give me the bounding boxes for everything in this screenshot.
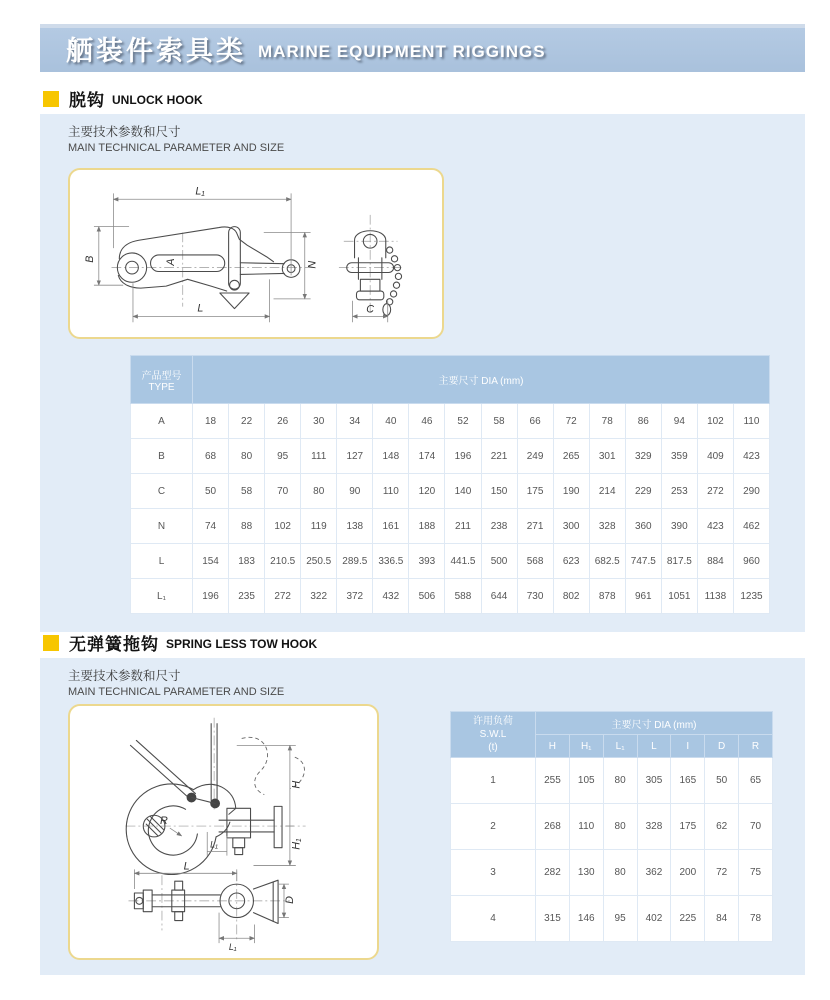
dim-value-cell: 372 [337, 579, 373, 614]
dim-value-cell: 26 [265, 404, 301, 439]
banner-title-zh: 舾装件索具类 [66, 35, 246, 66]
row-label: N [131, 509, 193, 544]
dim-value-cell: 884 [697, 544, 733, 579]
unlock-hook-table-wrap [130, 355, 770, 614]
dim-value-cell: 362 [637, 850, 671, 896]
dim-value-cell: 18 [193, 404, 229, 439]
dim-value-cell: 390 [661, 509, 697, 544]
dim-value-cell: 441.5 [445, 544, 481, 579]
dim-value-cell: 623 [553, 544, 589, 579]
col-header: D [705, 735, 739, 758]
tow-hook-drawing [68, 704, 379, 960]
section-title-en: UNLOCK HOOK [112, 93, 203, 107]
dim-value-cell: 644 [481, 579, 517, 614]
dim-value-cell: 62 [705, 804, 739, 850]
dim-value-cell: 229 [625, 474, 661, 509]
banner-title-en: MARINE EQUIPMENT RIGGINGS [258, 42, 546, 61]
table-row [131, 404, 770, 439]
dim-value-cell: 102 [265, 509, 301, 544]
section-title-zh: 脱钩 [69, 91, 105, 110]
dia-span-header: 主要尺寸 DIA (mm) [193, 356, 770, 404]
table-row [451, 804, 773, 850]
row-label: 4 [451, 896, 536, 942]
tow-hook-svg [70, 706, 373, 954]
dim-value-cell: 80 [603, 804, 637, 850]
dim-value-cell: 432 [373, 579, 409, 614]
dim-value-cell: 120 [409, 474, 445, 509]
dim-value-cell: 423 [733, 439, 769, 474]
dim-value-cell: 78 [739, 896, 773, 942]
dim-value-cell: 196 [193, 579, 229, 614]
unlock-hook-drawing [68, 168, 444, 339]
corner-en: TYPE [148, 381, 175, 393]
unlock-hook-panel [40, 114, 805, 632]
dim-value-cell: 183 [229, 544, 265, 579]
dim-value-cell: 255 [536, 758, 570, 804]
swl-header-line: (t) [488, 742, 498, 753]
dim-value-cell: 329 [625, 439, 661, 474]
dim-value-cell: 336.5 [373, 544, 409, 579]
dim-value-cell: 110 [373, 474, 409, 509]
unlock-hook-table-body [131, 404, 770, 614]
col-header: L₁ [603, 735, 637, 758]
dim-value-cell: 70 [265, 474, 301, 509]
dim-value-cell: 238 [481, 509, 517, 544]
dim-value-cell: 682.5 [589, 544, 625, 579]
dim-value-cell: 393 [409, 544, 445, 579]
table-row [131, 474, 770, 509]
section-heading-tow-hook [43, 630, 317, 655]
dim-value-cell: 188 [409, 509, 445, 544]
dim-label-h: H [290, 780, 303, 789]
dim-value-cell: 95 [603, 896, 637, 942]
parameter-caption [68, 668, 284, 700]
parameter-caption-zh: 主要技术参数和尺寸 [68, 125, 181, 139]
dim-value-cell: 105 [569, 758, 603, 804]
dim-value-cell: 86 [625, 404, 661, 439]
dim-label-h1: H₁ [290, 838, 303, 850]
dim-value-cell: 282 [536, 850, 570, 896]
col-header: R [739, 735, 773, 758]
col-header: H [536, 735, 570, 758]
dim-value-cell: 58 [481, 404, 517, 439]
table-row [131, 544, 770, 579]
dim-value-cell: 253 [661, 474, 697, 509]
col-header: H₁ [569, 735, 603, 758]
dim-label-r: R [159, 815, 168, 828]
row-label: A [131, 404, 193, 439]
dim-value-cell: 84 [705, 896, 739, 942]
dim-value-cell: 817.5 [661, 544, 697, 579]
section-title-en: SPRING LESS TOW HOOK [166, 637, 318, 651]
dim-label-d: D [283, 895, 296, 904]
table-header-row [451, 712, 773, 735]
yellow-bullet-icon [43, 635, 59, 651]
parameter-caption-en: MAIN TECHNICAL PARAMETER AND SIZE [68, 686, 285, 698]
dim-value-cell: 360 [625, 509, 661, 544]
dim-value-cell: 214 [589, 474, 625, 509]
dim-value-cell: 110 [733, 404, 769, 439]
dim-value-cell: 250.5 [301, 544, 337, 579]
dim-value-cell: 190 [553, 474, 589, 509]
dim-value-cell: 878 [589, 579, 625, 614]
dim-value-cell: 174 [409, 439, 445, 474]
dim-value-cell: 119 [301, 509, 337, 544]
dim-value-cell: 52 [445, 404, 481, 439]
section-title-zh: 无弹簧拖钩 [69, 635, 159, 654]
dim-value-cell: 58 [229, 474, 265, 509]
dim-value-cell: 74 [193, 509, 229, 544]
swl-header [451, 712, 536, 758]
dim-value-cell: 78 [589, 404, 625, 439]
parameter-caption [68, 124, 284, 156]
dim-value-cell: 506 [409, 579, 445, 614]
dim-value-cell: 500 [481, 544, 517, 579]
dim-value-cell: 409 [697, 439, 733, 474]
dim-value-cell: 80 [603, 758, 637, 804]
dim-value-cell: 65 [739, 758, 773, 804]
dim-value-cell: 462 [733, 509, 769, 544]
dim-value-cell: 50 [193, 474, 229, 509]
dim-value-cell: 747.5 [625, 544, 661, 579]
row-label: 3 [451, 850, 536, 896]
unlock-hook-svg [70, 170, 438, 333]
dim-value-cell: 211 [445, 509, 481, 544]
dim-value-cell: 271 [517, 509, 553, 544]
table-row [451, 758, 773, 804]
dim-label-l1-bottom: L₁ [228, 942, 237, 953]
table-row [131, 509, 770, 544]
dim-label-a: A [164, 258, 177, 266]
swl-header-line: S.W.L [479, 729, 507, 740]
row-label: 2 [451, 804, 536, 850]
dim-value-cell: 140 [445, 474, 481, 509]
dim-label-l-bottom: L [183, 860, 190, 873]
dim-value-cell: 268 [536, 804, 570, 850]
parameter-caption-zh: 主要技术参数和尺寸 [68, 669, 181, 683]
dim-value-cell: 34 [337, 404, 373, 439]
dim-value-cell: 328 [589, 509, 625, 544]
type-corner-header [131, 356, 193, 404]
dim-value-cell: 30 [301, 404, 337, 439]
dim-value-cell: 72 [553, 404, 589, 439]
dim-value-cell: 265 [553, 439, 589, 474]
corner-zh: 产品型号 [141, 370, 182, 382]
tow-hook-table-body [451, 758, 773, 942]
dim-value-cell: 1138 [697, 579, 733, 614]
dim-value-cell: 301 [589, 439, 625, 474]
yellow-bullet-icon [43, 91, 59, 107]
dim-value-cell: 235 [229, 579, 265, 614]
row-label: C [131, 474, 193, 509]
dim-value-cell: 148 [373, 439, 409, 474]
unlock-hook-table [130, 355, 770, 614]
row-label: B [131, 439, 193, 474]
dim-value-cell: 272 [697, 474, 733, 509]
dim-value-cell: 72 [705, 850, 739, 896]
table-header-row [131, 356, 770, 404]
dim-value-cell: 305 [637, 758, 671, 804]
row-label: 1 [451, 758, 536, 804]
dim-label-l1-main: L₁ [210, 839, 218, 850]
dim-value-cell: 328 [637, 804, 671, 850]
dim-value-cell: 22 [229, 404, 265, 439]
dim-value-cell: 161 [373, 509, 409, 544]
dim-value-cell: 102 [697, 404, 733, 439]
dim-value-cell: 1051 [661, 579, 697, 614]
dim-value-cell: 196 [445, 439, 481, 474]
dim-value-cell: 80 [603, 850, 637, 896]
dim-value-cell: 175 [517, 474, 553, 509]
dim-value-cell: 46 [409, 404, 445, 439]
dim-label-l: L [197, 302, 204, 315]
dim-value-cell: 289.5 [337, 544, 373, 579]
dim-value-cell: 94 [661, 404, 697, 439]
row-label: L [131, 544, 193, 579]
page-banner [40, 24, 805, 72]
tow-hook-table [450, 711, 773, 942]
tow-hook-table-wrap [450, 711, 773, 942]
dim-value-cell: 50 [705, 758, 739, 804]
table-row [131, 579, 770, 614]
dim-value-cell: 221 [481, 439, 517, 474]
dim-value-cell: 961 [625, 579, 661, 614]
dim-label-n: N [306, 260, 319, 269]
dim-label-l1: L₁ [195, 185, 205, 198]
dim-value-cell: 300 [553, 509, 589, 544]
dim-value-cell: 130 [569, 850, 603, 896]
dim-value-cell: 111 [301, 439, 337, 474]
dim-value-cell: 588 [445, 579, 481, 614]
section-heading-unlock-hook [43, 86, 203, 111]
dim-value-cell: 127 [337, 439, 373, 474]
dim-value-cell: 290 [733, 474, 769, 509]
dim-value-cell: 66 [517, 404, 553, 439]
dim-value-cell: 88 [229, 509, 265, 544]
dim-value-cell: 200 [671, 850, 705, 896]
dim-value-cell: 75 [739, 850, 773, 896]
table-row [451, 896, 773, 942]
dim-value-cell: 802 [553, 579, 589, 614]
dim-value-cell: 146 [569, 896, 603, 942]
dim-value-cell: 1235 [733, 579, 769, 614]
dim-value-cell: 730 [517, 579, 553, 614]
dim-label-c: C [366, 303, 374, 316]
dim-value-cell: 322 [301, 579, 337, 614]
dim-value-cell: 95 [265, 439, 301, 474]
dim-value-cell: 80 [301, 474, 337, 509]
dim-value-cell: 423 [697, 509, 733, 544]
dim-value-cell: 80 [229, 439, 265, 474]
dim-value-cell: 175 [671, 804, 705, 850]
dim-label-b: B [83, 255, 96, 263]
dim-value-cell: 359 [661, 439, 697, 474]
dim-value-cell: 150 [481, 474, 517, 509]
dim-value-cell: 402 [637, 896, 671, 942]
dim-value-cell: 110 [569, 804, 603, 850]
dia-span-header: 主要尺寸 DIA (mm) [536, 712, 773, 735]
col-header: I [671, 735, 705, 758]
dim-value-cell: 249 [517, 439, 553, 474]
dim-value-cell: 68 [193, 439, 229, 474]
swl-header-line: 许用负荷 [473, 716, 513, 727]
dim-value-cell: 315 [536, 896, 570, 942]
dim-value-cell: 272 [265, 579, 301, 614]
dim-value-cell: 40 [373, 404, 409, 439]
parameter-caption-en: MAIN TECHNICAL PARAMETER AND SIZE [68, 142, 285, 154]
table-row [451, 850, 773, 896]
dim-value-cell: 70 [739, 804, 773, 850]
dim-value-cell: 165 [671, 758, 705, 804]
tow-hook-panel [40, 658, 805, 975]
row-label: L₁ [131, 579, 193, 614]
col-header: L [637, 735, 671, 758]
dim-value-cell: 138 [337, 509, 373, 544]
dim-value-cell: 210.5 [265, 544, 301, 579]
table-row [131, 439, 770, 474]
dim-value-cell: 154 [193, 544, 229, 579]
dim-value-cell: 568 [517, 544, 553, 579]
dim-value-cell: 90 [337, 474, 373, 509]
dim-value-cell: 225 [671, 896, 705, 942]
dim-value-cell: 960 [733, 544, 769, 579]
